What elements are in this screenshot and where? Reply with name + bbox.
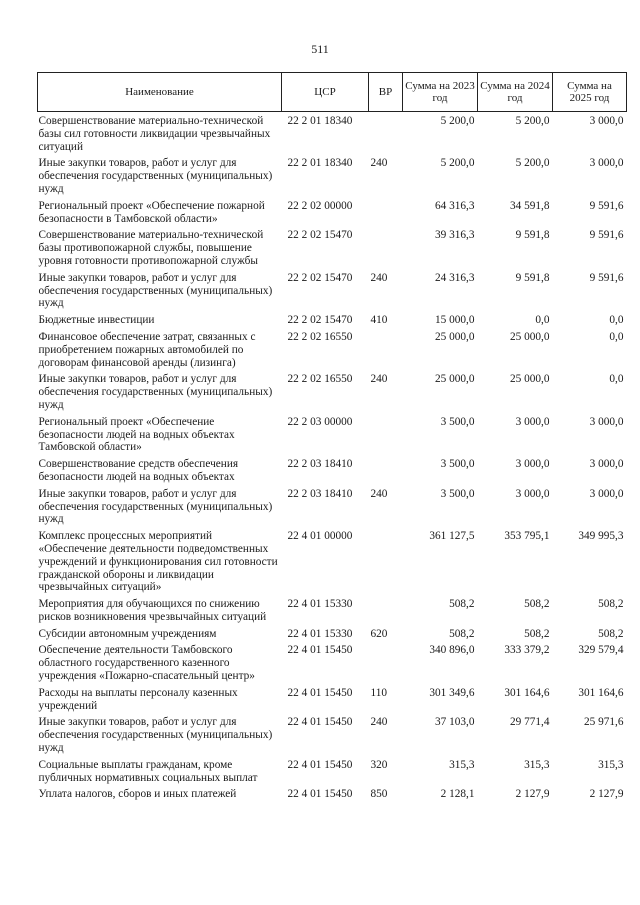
row-sum-2023: 5 200,0 bbox=[440, 157, 475, 170]
row-sum-2023: 3 500,0 bbox=[440, 415, 475, 428]
row-vr bbox=[369, 458, 403, 488]
row-vr bbox=[369, 200, 403, 230]
row-csr: 22 2 01 18340 bbox=[287, 115, 353, 127]
row-sum-2025: 9 591,6 bbox=[589, 271, 624, 284]
row-sum-2025: 508,2 bbox=[598, 598, 624, 611]
row-csr: 22 2 02 15470 bbox=[287, 271, 353, 284]
row-sum-2024: 3 000,0 bbox=[515, 458, 550, 471]
row-sum-2024: 25 000,0 bbox=[509, 373, 550, 386]
table-row bbox=[38, 716, 627, 758]
row-csr: 22 4 01 15450 bbox=[287, 686, 353, 699]
row-name: Финансовое обеспечение затрат, связанных с приобретением пожарных автомобилей по договорам финансовой аренды (лизинга) bbox=[38, 330, 256, 369]
row-vr: 410 bbox=[370, 314, 388, 327]
row-sum-2023: 37 103,0 bbox=[434, 716, 475, 729]
row-sum-2025: 0,0 bbox=[609, 314, 624, 327]
table-row bbox=[38, 229, 627, 271]
header-name: Наименование bbox=[38, 73, 282, 112]
row-name: Иные закупки товаров, работ и услуг для обеспечения государственных (муниципальных) нужд bbox=[38, 373, 273, 411]
row-vr: 110 bbox=[370, 686, 388, 699]
table-row bbox=[38, 488, 627, 530]
row-name: Мероприятия для обучающихся по снижению рисков возникновения чрезвычайных ситуаций bbox=[38, 598, 267, 623]
row-vr bbox=[369, 416, 403, 458]
row-sum-2023: 39 316,3 bbox=[434, 229, 475, 242]
row-csr: 22 4 01 15330 bbox=[287, 627, 353, 640]
table-row bbox=[38, 200, 627, 230]
row-csr: 22 4 01 15330 bbox=[287, 598, 353, 611]
table-row bbox=[38, 598, 627, 628]
table-row bbox=[38, 115, 627, 157]
table-row bbox=[38, 687, 627, 717]
header-sum-2025: Сумма на 2025 год bbox=[553, 73, 627, 112]
row-sum-2024: 2 127,9 bbox=[515, 788, 550, 801]
row-sum-2024: 3 000,0 bbox=[515, 415, 550, 428]
header-csr: ЦСР bbox=[282, 73, 369, 112]
row-sum-2024: 5 200,0 bbox=[515, 115, 550, 127]
row-sum-2023: 15 000,0 bbox=[434, 314, 475, 327]
budget-table bbox=[37, 72, 627, 805]
table-row bbox=[38, 788, 627, 805]
row-name: Иные закупки товаров, работ и услуг для обеспечения государственных (муниципальных) нужд bbox=[38, 157, 273, 195]
header-sum-2023: Сумма на 2023 год bbox=[403, 73, 478, 112]
row-sum-2025: 3 000,0 bbox=[589, 458, 624, 471]
row-sum-2024: 9 591,8 bbox=[515, 271, 550, 284]
row-sum-2024: 5 200,0 bbox=[515, 157, 550, 170]
row-sum-2025: 315,3 bbox=[598, 758, 624, 771]
row-csr: 22 4 01 15450 bbox=[287, 788, 353, 801]
row-vr: 320 bbox=[370, 758, 388, 771]
row-csr: 22 2 03 18410 bbox=[287, 487, 353, 500]
table-row bbox=[38, 331, 627, 373]
row-name: Расходы на выплаты персоналу казенных учреждений bbox=[38, 686, 238, 712]
row-sum-2024: 333 379,2 bbox=[504, 644, 550, 657]
row-sum-2024: 29 771,4 bbox=[509, 716, 550, 729]
row-sum-2025: 0,0 bbox=[609, 373, 624, 386]
row-name: Бюджетные инвестиции bbox=[38, 314, 155, 327]
row-vr: 240 bbox=[370, 157, 388, 170]
row-name: Комплекс процессных мероприятий «Обеспечение деятельности подведомственных учреждений и функционирования сил готовности гражданской обороны и ликвидации чрезвычайных ситуаций» bbox=[38, 530, 278, 594]
row-vr bbox=[369, 115, 403, 157]
row-sum-2025: 0,0 bbox=[609, 330, 624, 343]
row-vr: 240 bbox=[370, 373, 388, 386]
row-sum-2024: 34 591,8 bbox=[509, 199, 550, 212]
row-sum-2025: 349 995,3 bbox=[578, 530, 624, 543]
row-sum-2024: 508,2 bbox=[524, 627, 550, 640]
row-sum-2025: 25 971,6 bbox=[583, 716, 624, 729]
row-sum-2023: 315,3 bbox=[449, 758, 475, 771]
row-sum-2023: 24 316,3 bbox=[434, 271, 475, 284]
row-vr: 240 bbox=[370, 271, 388, 284]
row-csr: 22 2 02 16550 bbox=[287, 373, 353, 386]
row-csr: 22 2 03 18410 bbox=[287, 458, 353, 471]
table-body bbox=[38, 112, 627, 806]
row-csr: 22 2 02 15470 bbox=[287, 314, 353, 327]
row-name: Совершенствование средств обеспечения безопасности людей на водных объектах bbox=[38, 458, 239, 483]
table-row bbox=[38, 628, 627, 645]
row-sum-2024: 353 795,1 bbox=[504, 530, 550, 543]
table-header-row bbox=[38, 73, 627, 112]
row-sum-2025: 329 579,4 bbox=[578, 644, 624, 657]
row-name: Иные закупки товаров, работ и услуг для обеспечения государственных (муниципальных) нужд bbox=[38, 271, 273, 310]
row-csr: 22 4 01 15450 bbox=[287, 716, 353, 729]
table-row bbox=[38, 416, 627, 458]
row-csr: 22 2 02 15470 bbox=[287, 229, 353, 242]
row-vr: 620 bbox=[370, 627, 388, 640]
row-name: Социальные выплаты гражданам, кроме публичных нормативных социальных выплат bbox=[38, 758, 258, 784]
row-sum-2023: 508,2 bbox=[449, 598, 475, 611]
table-row bbox=[38, 759, 627, 789]
row-name: Обеспечение деятельности Тамбовского областного государственного казенного учреждения «Пожарно-спасательный центр» bbox=[38, 644, 255, 683]
row-sum-2025: 9 591,6 bbox=[589, 229, 624, 242]
row-sum-2024: 508,2 bbox=[524, 598, 550, 611]
row-vr: 240 bbox=[370, 716, 388, 729]
row-vr bbox=[369, 331, 403, 373]
page-number: 511 bbox=[311, 42, 329, 56]
row-sum-2023: 508,2 bbox=[449, 627, 475, 640]
row-sum-2023: 340 896,0 bbox=[429, 644, 475, 657]
row-csr: 22 2 02 00000 bbox=[287, 199, 353, 212]
row-sum-2025: 301 164,6 bbox=[578, 686, 624, 699]
row-csr: 22 2 01 18340 bbox=[287, 157, 353, 170]
row-name: Иные закупки товаров, работ и услуг для обеспечения государственных (муниципальных) нужд bbox=[38, 716, 273, 755]
row-sum-2023: 3 500,0 bbox=[440, 487, 475, 500]
row-csr: 22 4 01 15450 bbox=[287, 644, 353, 657]
row-sum-2024: 301 164,6 bbox=[504, 686, 550, 699]
row-sum-2025: 3 000,0 bbox=[589, 415, 624, 428]
row-sum-2024: 315,3 bbox=[524, 758, 550, 771]
row-vr: 850 bbox=[370, 788, 388, 801]
row-csr: 22 4 01 00000 bbox=[287, 530, 353, 543]
table-row bbox=[38, 458, 627, 488]
row-csr: 22 4 01 15450 bbox=[287, 758, 353, 771]
table-row bbox=[38, 157, 627, 199]
row-sum-2023: 64 316,3 bbox=[434, 199, 475, 212]
row-sum-2025: 508,2 bbox=[598, 627, 624, 640]
row-sum-2023: 25 000,0 bbox=[434, 373, 475, 386]
row-sum-2025: 3 000,0 bbox=[589, 157, 624, 170]
row-vr bbox=[369, 530, 403, 598]
row-sum-2024: 0,0 bbox=[535, 314, 550, 327]
row-sum-2025: 9 591,6 bbox=[589, 199, 624, 212]
row-sum-2023: 25 000,0 bbox=[434, 330, 475, 343]
table-row bbox=[38, 530, 627, 598]
row-sum-2023: 5 200,0 bbox=[440, 115, 475, 127]
row-sum-2023: 3 500,0 bbox=[440, 458, 475, 471]
row-sum-2025: 3 000,0 bbox=[589, 115, 624, 127]
row-name: Совершенствование материально-технической базы противопожарной службы, повышение уровня готовности противопожарной службы bbox=[38, 229, 264, 267]
row-name: Совершенствование материально-технической базы сил готовности ликвидации чрезвычайных ситуаций bbox=[38, 115, 271, 153]
row-name: Субсидии автономным учреждениям bbox=[38, 627, 217, 640]
row-csr: 22 2 03 00000 bbox=[287, 415, 353, 428]
row-sum-2025: 2 127,9 bbox=[589, 788, 624, 801]
row-sum-2023: 2 128,1 bbox=[440, 788, 475, 801]
row-vr: 240 bbox=[370, 487, 388, 500]
table-row bbox=[38, 314, 627, 331]
row-vr bbox=[369, 644, 403, 686]
table-row bbox=[38, 644, 627, 686]
row-csr: 22 2 02 16550 bbox=[287, 330, 353, 343]
header-vr: ВР bbox=[369, 73, 403, 112]
row-name: Региональный проект «Обеспечение пожарной безопасности в Тамбовской области» bbox=[38, 199, 265, 225]
row-sum-2023: 301 349,6 bbox=[429, 686, 475, 699]
row-name: Уплата налогов, сборов и иных платежей bbox=[38, 788, 237, 801]
row-sum-2024: 25 000,0 bbox=[509, 330, 550, 343]
row-vr bbox=[369, 229, 403, 271]
row-name: Региональный проект «Обеспечение безопасности людей на водных объектах Тамбовской области» bbox=[38, 415, 235, 454]
table-row bbox=[38, 373, 627, 415]
row-sum-2024: 3 000,0 bbox=[515, 487, 550, 500]
row-vr bbox=[369, 598, 403, 628]
table-row bbox=[38, 272, 627, 314]
row-sum-2023: 361 127,5 bbox=[429, 530, 475, 543]
row-sum-2024: 9 591,8 bbox=[515, 229, 550, 242]
row-name: Иные закупки товаров, работ и услуг для обеспечения государственных (муниципальных) нужд bbox=[38, 487, 273, 526]
header-sum-2024: Сумма на 2024 год bbox=[478, 73, 553, 112]
row-sum-2025: 3 000,0 bbox=[589, 487, 624, 500]
